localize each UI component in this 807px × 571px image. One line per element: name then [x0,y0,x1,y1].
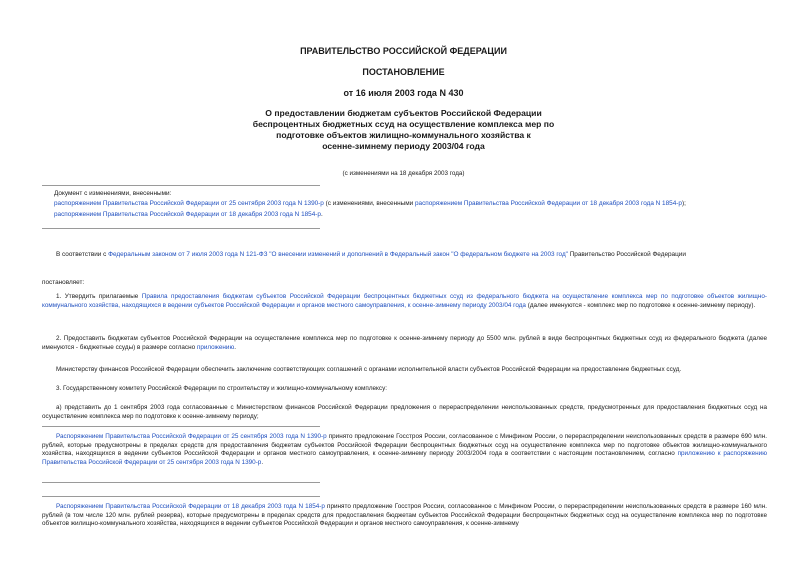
link-rules[interactable]: Правила предоставления бюджетам субъектов Российской Федерации беспроцентных бюджетных ссуд из федерального бюджета на осуществление комплекса мер по подготовке объектов жилищно-коммунального хозяйства, находящихся в ведении субъектов Российской Федерации и органов местного самоуправления, к осенне-зимнему периоду 2003/04 года [42,293,767,309]
resolves-text: постановляет: [42,279,85,286]
divider [42,228,320,229]
changes-text: (с изменениями, внесенными [323,200,415,207]
link-order-1854[interactable]: распоряжением Правительства Российской Федерации от 18 декабря 2003 года N 1854-р [414,200,682,207]
item-text: 2. Предоставить бюджетам субъектов Российской Федерации на осуществление комплекса мер по подготовке к осенне-зимнему периоду до 5500 млн. рублей в виде беспроцентных бюджетных ссуд из федерального бюджета (далее именуются - бюджетные ссуды) в размере согласно [42,335,767,351]
link-federal-law-121[interactable]: Федеральным законом от 7 июля 2003 года N 121-ФЗ "О внесении изменений и дополнений в Федеральный закон "О федеральном бюджете на 2003 год" [108,251,568,258]
divider [42,426,320,427]
item-2 [42,335,767,352]
preamble-text: Правительство Российской Федерации [567,251,686,258]
title-line: осенне-зимнему периоду 2003/04 года [322,141,485,151]
preamble-text: В соответствии с [56,251,109,258]
divider [42,185,320,186]
note-1390 [42,433,767,468]
link-order-1854-b[interactable]: распоряжением Правительства Российской Федерации от 18 декабря 2003 года N 1854-р [54,211,321,218]
link-order-1390-note[interactable]: Распоряжением Правительства Российской Федерации от 25 сентября 2003 года N 1390-р [56,433,327,440]
government-heading: ПРАВИТЕЛЬСТВО РОССИЙСКОЙ ФЕДЕРАЦИИ [300,46,507,56]
item-text: (далее именуются - комплекс мер по подготовке к осенне-зимнему периоду). [525,301,756,309]
item-3a: а) представить до 1 сентября 2003 года согласованные с Министерством финансов Российской Федерации предложения о перераспределении неиспользованных средств, предусмотренных для предоставления бюджетных ссуд на осуществление комплекса мер по подготовке к осенне-зимнему периоду; [42,404,767,420]
changes-punct: . [320,211,323,218]
link-appendix[interactable]: приложению [196,343,235,351]
minfin-paragraph: Министерству финансов Российской Федерации обеспечить заключение соответствующих соглашений с органами исполнительной власти субъектов Российской Федерации на предоставление бюджетных ссуд. [56,366,682,373]
divider [42,482,320,483]
title-line: подготовке объектов жилищно-коммунального хозяйства к [276,130,531,140]
changes-punct: ); [681,200,686,207]
note-text: принято предложение Госстроя России, согласованное с Минфином России, о перераспределении неиспользованных средств в размере 690 млн. рублей, которые предусмотрены в пределах средств для предоставления бюджетам субъектов Российской Федерации беспроцентных бюджетных ссуд на осуществление комплекса мер по подготовке объектов жилищно-коммунального хозяйства, находящихся в ведении субъектов Российской Федерации и органов местного самоуправления, к осенне-зимнему периоду 2003/2004 года в соответствии с настоящим постановлением, согласно [42,433,767,458]
amendment-note: (с изменениями на 18 декабря 2003 года) [342,170,465,177]
changes-line-2 [54,211,323,220]
note-text: . [261,459,264,467]
item-3: 3. Государственному комитету Российской Федерации по строительству и жилищно-коммунальному комплексу: [56,385,388,392]
note-1854 [42,503,767,529]
document-title [0,108,807,152]
title-line: О предоставлении бюджетам субъектов Российской Федерации [265,108,542,118]
note-text: принято предложение Госстроя России, согласованное с Минфином России, о перераспределении неиспользованных средств в размере 160 млн. рублей (в том числе 120 млн. рублей резерва), которые предусмотрены в пределах средств для предоставления бюджетам субъектов Российской Федерации беспроцентных бюджетных ссуд на осуществление комплекса мер по подготовке объектов жилищно-коммунального хозяйства, находящихся в ведении субъектов Российской Федерации и органов местного самоуправления, к осенне-зимнему [42,503,768,528]
divider [42,496,320,497]
changes-line-1 [54,200,686,209]
link-order-1854-note[interactable]: Распоряжением Правительства Российской Федерации от 18 декабря 2003 года N 1854-р [56,503,325,510]
link-order-1390[interactable]: распоряжением Правительства Российской Федерации от 25 сентября 2003 года N 1390-р [54,200,324,207]
changes-intro: Документ с изменениями, внесенными: [54,190,172,197]
document-date-number: от 16 июля 2003 года N 430 [343,88,464,98]
title-line: беспроцентных бюджетных ссуд на осуществление комплекса мер по [252,119,555,129]
item-text: 1. Утвердить прилагаемые [56,293,142,300]
link-appendix-1390[interactable]: приложению к распоряжению Правительства Российской Федерации от 25 сентября 2003 года N 1390-р [42,450,767,467]
item-text: . [234,343,236,351]
document-type-heading: ПОСТАНОВЛЕНИЕ [362,67,445,77]
item-1 [42,293,767,310]
preamble [56,251,686,260]
